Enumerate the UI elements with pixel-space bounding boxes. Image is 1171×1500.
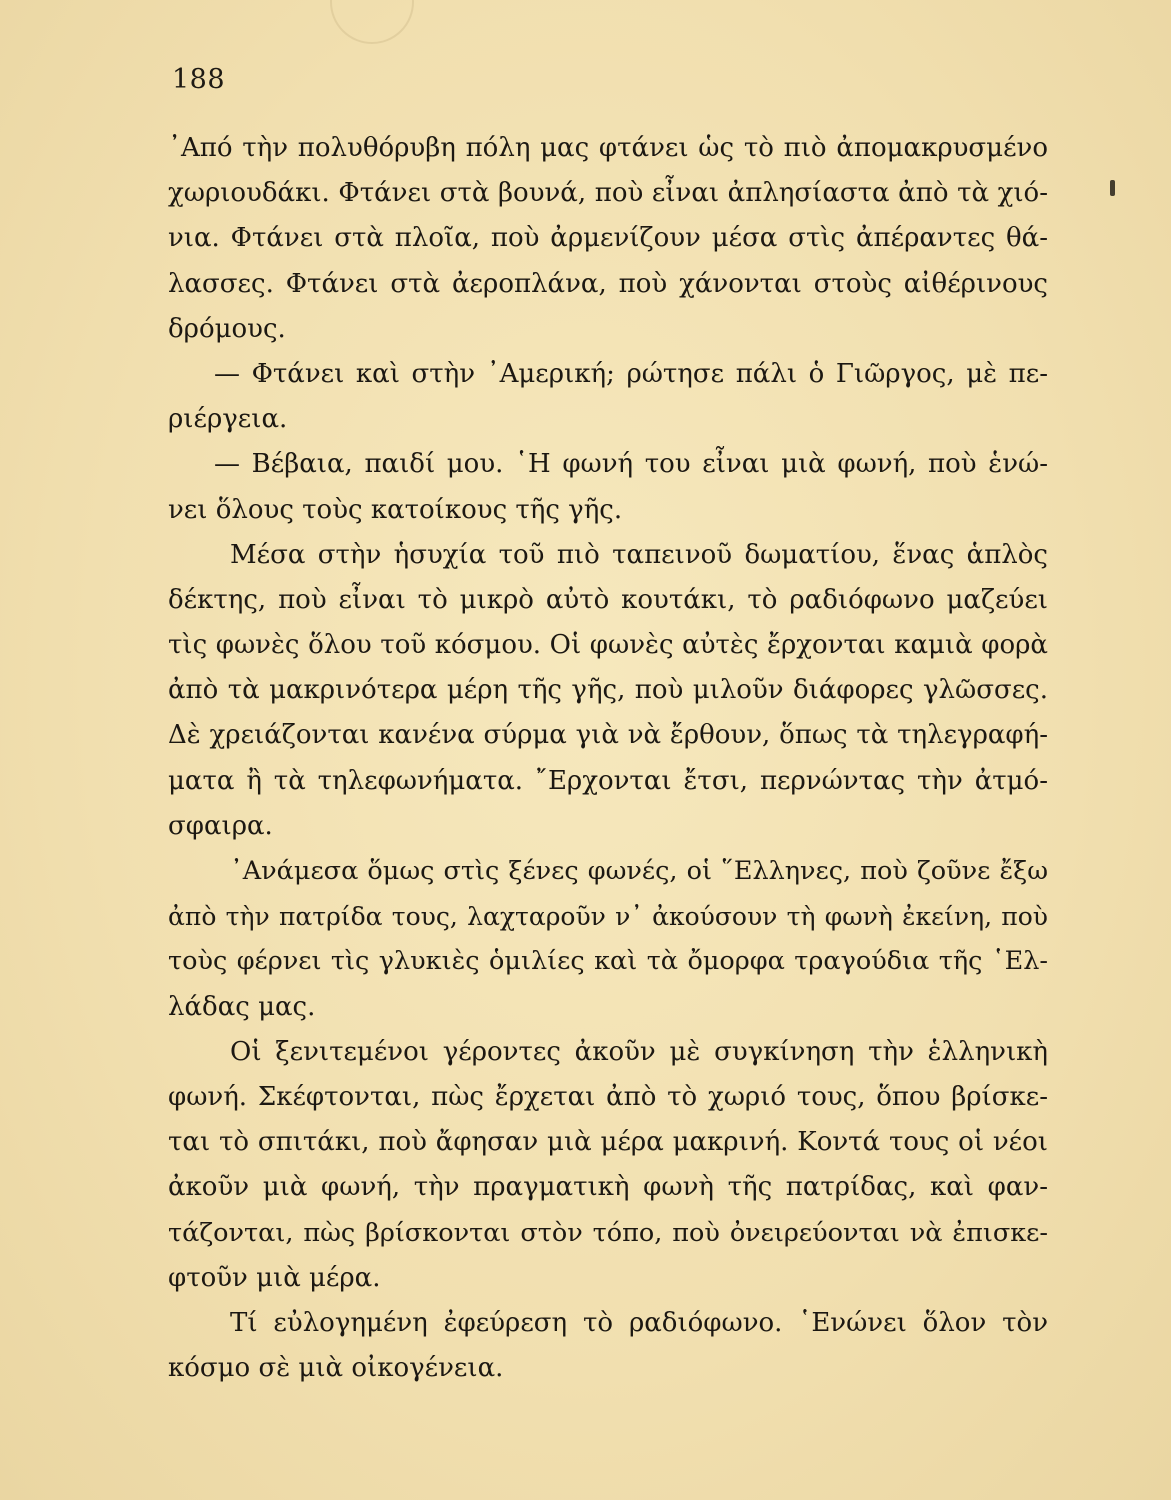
text-line-12: τὶς φωνὲς ὅλου τοῦ κόσμου. Οἱ φωνὲς αὐτὲς ἔρχονται καμιὰ φορὰ	[168, 630, 1048, 661]
text-line-10: Μέσα στὴν ἡσυχία τοῦ πιὸ ταπεινοῦ δωματίου, ἕνας ἁπλὸς	[230, 539, 1048, 570]
text-line-17: ᾿Ανάμεσα ὅμως στὶς ξένες φωνές, οἱ ῞Ελληνες, ποὺ ζοῦνε ἔξω	[230, 856, 1048, 886]
text-line-3: νια. Φτάνει στὰ πλοῖα, ποὺ ἀρμενίζουν μέσα στὶς ἀπέραντες θά-	[168, 223, 1048, 254]
page-stain	[330, 0, 414, 44]
page-number: 188	[172, 64, 226, 95]
text-line-15: ματα ἢ τὰ τηλεφωνήματα. ῎Ερχονται ἔτσι, περνώντας τὴν ἀτμό-	[168, 765, 1048, 796]
body-text	[168, 126, 1048, 1391]
text-line-1: ᾿Από τὴν πολυθόρυβη πόλη μας φτάνει ὡς τὸ πιὸ ἀπομακρυσμένο	[168, 133, 1048, 163]
text-line-24: ἀκοῦν μιὰ φωνή, τὴν πραγματικὴ φωνὴ τῆς πατρίδας, καὶ φαν-	[168, 1172, 1048, 1203]
text-line-25: τάζονται, πὼς βρίσκονται στὸν τόπο, ποὺ ὀνειρεύονται νὰ ἐπισκε-	[168, 1217, 1048, 1248]
text-line-8: — Βέβαια, παιδί μου. ῾Η φωνή του εἶναι μιὰ φωνή, ποὺ ἑνώ-	[214, 449, 1048, 480]
text-line-16: σφαιρα.	[168, 810, 273, 841]
text-line-2: χωριουδάκι. Φτάνει στὰ βουνά, ποὺ εἶναι ἀπλησίαστα ἀπὸ τὰ χιό-	[168, 178, 1048, 209]
text-line-18: ἀπὸ τὴν πατρίδα τους, λαχταροῦν ν᾿ ἀκούσουν τὴ φωνὴ ἐκείνη, ποὺ	[168, 902, 1048, 932]
text-line-23: ται τὸ σπιτάκι, ποὺ ἄφησαν μιὰ μέρα μακρινή. Κοντά τους οἱ νέοι	[168, 1127, 1048, 1158]
text-line-14: Δὲ χρειάζονται κανένα σύρμα γιὰ νὰ ἔρθουν, ὅπως τὰ τηλεγραφή-	[168, 720, 1048, 751]
text-line-20: λάδας μας.	[168, 991, 316, 1022]
text-line-22: φωνή. Σκέφτονται, πὼς ἔρχεται ἀπὸ τὸ χωριό τους, ὅπου βρίσκε-	[168, 1081, 1048, 1112]
text-line-5: δρόμους.	[168, 313, 286, 344]
text-line-19: τοὺς φέρνει τὶς γλυκιὲς ὁμιλίες καὶ τὰ ὄμορφα τραγούδια τῆς ῾Ελ-	[168, 946, 1048, 977]
text-line-28: κόσμο σὲ μιὰ οἰκογένεια.	[168, 1353, 504, 1384]
text-line-26: φτοῦν μιὰ μέρα.	[168, 1262, 381, 1293]
text-line-11: δέκτης, ποὺ εἶναι τὸ μικρὸ αὐτὸ κουτάκι, τὸ ραδιόφωνο μαζεύει	[168, 584, 1048, 615]
text-line-6: — Φτάνει καὶ στὴν ᾿Αμερική; ρώτησε πάλι ὁ Γιῶργος, μὲ πε-	[214, 358, 1048, 389]
text-line-7: ριέργεια.	[168, 404, 288, 435]
text-line-13: ἀπὸ τὰ μακρινότερα μέρη τῆς γῆς, ποὺ μιλοῦν διάφορες γλῶσσες.	[168, 675, 1048, 706]
text-line-9: νει ὅλους τοὺς κατοίκους τῆς γῆς.	[168, 494, 623, 525]
margin-ink-mark	[1110, 180, 1115, 196]
text-line-4: λασσες. Φτάνει στὰ ἀεροπλάνα, ποὺ χάνονται στοὺς αἰθέρινους	[168, 268, 1048, 299]
text-line-21: Οἱ ξενιτεμένοι γέροντες ἀκοῦν μὲ συγκίνηση τὴν ἑλληνικὴ	[230, 1036, 1048, 1067]
text-line-27: Τί εὐλογημένη ἐφεύρεση τὸ ραδιόφωνο. ῾Ενώνει ὅλον τὸν	[230, 1307, 1048, 1338]
